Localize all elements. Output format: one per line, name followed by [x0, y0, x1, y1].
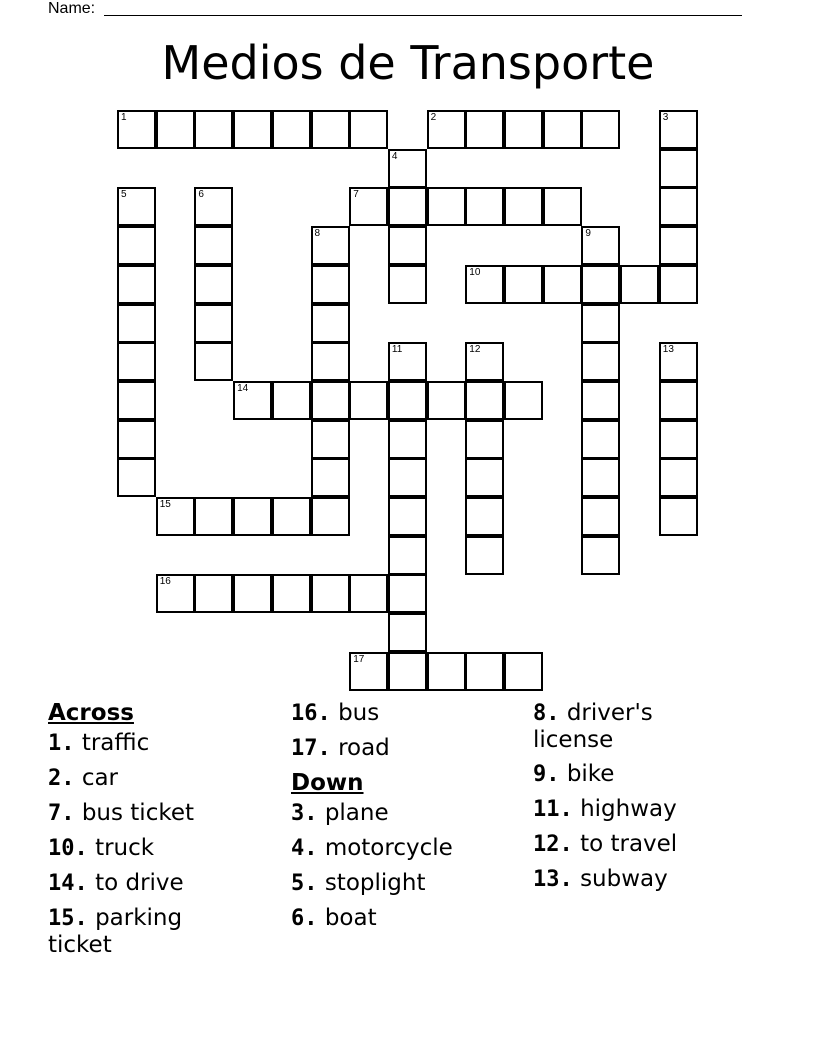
across-heading: Across — [48, 700, 134, 726]
crossword-cell[interactable] — [504, 187, 543, 226]
clue-number: 5 — [121, 189, 127, 201]
crossword-cell[interactable] — [117, 226, 156, 265]
clue-number: 11 — [391, 344, 403, 356]
crossword-cell[interactable] — [465, 652, 504, 691]
clue-down-5: 5. stoplight — [291, 870, 426, 896]
crossword-cell[interactable] — [388, 226, 427, 265]
clue-down-4: 4. motorcycle — [291, 835, 453, 861]
crossword-cell[interactable] — [311, 226, 350, 265]
crossword-cell[interactable] — [117, 458, 156, 497]
clue-across-10: 10. truck — [48, 835, 155, 861]
crossword-cell[interactable] — [349, 574, 388, 613]
crossword-cell[interactable] — [233, 110, 272, 149]
crossword-cell[interactable] — [465, 458, 504, 497]
crossword-cell[interactable] — [194, 187, 233, 226]
crossword-cell[interactable] — [465, 497, 504, 536]
crossword-cell[interactable] — [388, 149, 427, 188]
crossword-cell[interactable] — [427, 110, 466, 149]
clue-number: 2 — [430, 112, 437, 123]
crossword-cell[interactable] — [233, 574, 272, 613]
crossword-cell[interactable] — [465, 420, 504, 459]
crossword-cell[interactable] — [465, 342, 504, 381]
crossword-cell[interactable] — [233, 497, 272, 536]
crossword-cell[interactable] — [659, 497, 698, 536]
clues-column-2 — [291, 700, 527, 940]
crossword-cell[interactable] — [659, 420, 698, 459]
crossword-cell[interactable] — [311, 342, 350, 381]
crossword-cell[interactable] — [465, 381, 504, 420]
crossword-cell[interactable] — [349, 187, 388, 226]
crossword-cell[interactable] — [581, 304, 620, 343]
clue-down-11: 11. highway — [533, 796, 677, 822]
clue-number: 15 — [159, 499, 171, 510]
crossword-cell[interactable] — [465, 265, 504, 304]
clue-down-3: 3. plane — [291, 800, 389, 826]
crossword-cell[interactable] — [465, 110, 504, 149]
crossword-cell[interactable] — [581, 497, 620, 536]
clues-column-3 — [533, 700, 769, 901]
crossword-cell[interactable] — [272, 574, 311, 613]
crossword-cell[interactable] — [156, 574, 195, 613]
crossword-cell[interactable] — [272, 497, 311, 536]
crossword-cell[interactable] — [659, 226, 698, 265]
crossword-cell[interactable] — [465, 187, 504, 226]
crossword-cell[interactable] — [311, 110, 350, 149]
crossword-cell[interactable] — [156, 497, 195, 536]
crossword-cell[interactable] — [543, 265, 582, 304]
crossword-cell[interactable] — [620, 265, 659, 304]
name-label: Name: — [48, 0, 96, 17]
crossword-cell[interactable] — [388, 536, 427, 575]
crossword-cell[interactable] — [272, 381, 311, 420]
crossword-cell[interactable] — [311, 381, 350, 420]
crossword-cell[interactable] — [194, 304, 233, 343]
clues-column-1 — [48, 700, 284, 966]
crossword-cell[interactable] — [581, 381, 620, 420]
crossword-cell[interactable] — [311, 304, 350, 343]
clue-number: 6 — [198, 189, 204, 201]
clue-across-16: 16. bus — [291, 700, 380, 726]
crossword-cell[interactable] — [427, 652, 466, 691]
down-heading: Down — [291, 770, 364, 796]
clue-across-2: 2. car — [48, 765, 119, 791]
clue-across-1: 1. traffic — [48, 730, 150, 756]
crossword-cell[interactable] — [117, 187, 156, 226]
crossword-cell[interactable] — [388, 342, 427, 381]
crossword-cell[interactable] — [465, 536, 504, 575]
crossword-cell[interactable] — [581, 265, 620, 304]
crossword-cell[interactable] — [233, 381, 272, 420]
crossword-cell[interactable] — [117, 381, 156, 420]
crossword-cell[interactable] — [659, 265, 698, 304]
crossword-cell[interactable] — [543, 110, 582, 149]
crossword-cell[interactable] — [427, 187, 466, 226]
clue-number: 10 — [469, 266, 481, 278]
crossword-cell[interactable] — [194, 497, 233, 536]
crossword-cell[interactable] — [388, 574, 427, 613]
crossword-cell[interactable] — [659, 381, 698, 420]
crossword-cell[interactable] — [194, 342, 233, 381]
crossword-cell[interactable] — [659, 149, 698, 188]
crossword-cell[interactable] — [311, 574, 350, 613]
crossword-cell[interactable] — [659, 187, 698, 226]
crossword-cell[interactable] — [117, 265, 156, 304]
crossword-cell[interactable] — [194, 574, 233, 613]
clue-across-15: 15. parking ticket — [48, 905, 183, 958]
crossword-cell[interactable] — [349, 381, 388, 420]
crossword-cell[interactable] — [311, 497, 350, 536]
crossword-cell[interactable] — [117, 304, 156, 343]
crossword-cell[interactable] — [388, 381, 427, 420]
crossword-cell[interactable] — [388, 265, 427, 304]
crossword-cell[interactable] — [581, 110, 620, 149]
crossword-cell[interactable] — [504, 265, 543, 304]
clue-number: 1 — [121, 112, 127, 123]
crossword-cell[interactable] — [311, 265, 350, 304]
crossword-cell[interactable] — [349, 652, 388, 691]
crossword-cell[interactable] — [504, 110, 543, 149]
clue-down-8: 8. driver's license — [533, 700, 653, 753]
crossword-cell[interactable] — [504, 652, 543, 691]
crossword-cell[interactable] — [581, 226, 620, 265]
crossword-cell[interactable] — [581, 458, 620, 497]
crossword-cell[interactable] — [117, 342, 156, 381]
crossword-cell[interactable] — [156, 110, 195, 149]
clue-down-13: 13. subway — [533, 866, 668, 892]
crossword-cell[interactable] — [117, 420, 156, 459]
crossword-cell[interactable] — [504, 381, 543, 420]
crossword-cell[interactable] — [427, 381, 466, 420]
crossword-cell[interactable] — [272, 110, 311, 149]
clue-number: 12 — [469, 344, 481, 356]
clue-across-14: 14. to drive — [48, 870, 184, 896]
clue-down-9: 9. bike — [533, 761, 615, 787]
crossword-cell[interactable] — [581, 342, 620, 381]
page-title: Medios de Transporte — [161, 36, 655, 90]
clue-number: 3 — [662, 112, 669, 123]
clue-number: 13 — [662, 344, 674, 356]
crossword-cell[interactable] — [659, 110, 698, 149]
crossword-cell[interactable] — [388, 613, 427, 652]
clue-across-17: 17. road — [291, 735, 390, 761]
crossword-cell[interactable] — [388, 458, 427, 497]
crossword-cell[interactable] — [117, 110, 156, 149]
crossword-cell[interactable] — [388, 420, 427, 459]
name-underline — [104, 15, 742, 16]
crossword-cell[interactable] — [311, 458, 350, 497]
crossword-cell[interactable] — [581, 536, 620, 575]
crossword-cell[interactable] — [311, 420, 350, 459]
crossword-cell[interactable] — [388, 187, 427, 226]
crossword-cell[interactable] — [388, 652, 427, 691]
clue-across-7: 7. bus ticket — [48, 800, 195, 826]
clue-number: 16 — [159, 576, 171, 588]
crossword-cell[interactable] — [388, 497, 427, 536]
crossword-cell[interactable] — [194, 265, 233, 304]
crossword-cell[interactable] — [581, 420, 620, 459]
crossword-cell[interactable] — [659, 458, 698, 497]
crossword-cell[interactable] — [659, 342, 698, 381]
clue-number: 8 — [314, 228, 321, 240]
crossword-cell[interactable] — [349, 110, 388, 149]
clue-number: 4 — [391, 150, 398, 162]
clue-down-6: 6. boat — [291, 905, 377, 931]
clue-down-12: 12. to travel — [533, 831, 678, 857]
crossword-cell[interactable] — [543, 187, 582, 226]
clue-number: 9 — [585, 228, 591, 240]
crossword-cell[interactable] — [194, 226, 233, 265]
clue-number: 14 — [237, 382, 249, 394]
clue-number: 7 — [353, 189, 359, 201]
clue-number: 17 — [353, 653, 365, 665]
crossword-cell[interactable] — [194, 110, 233, 149]
